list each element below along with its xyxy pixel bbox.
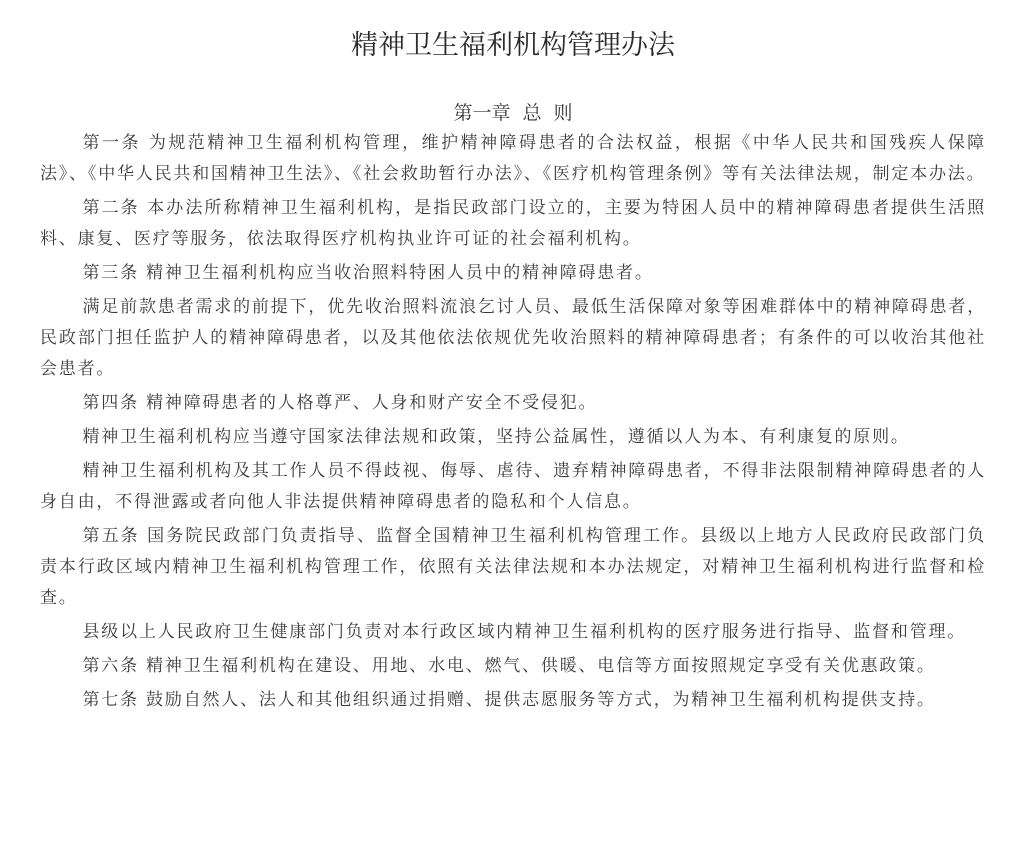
article-3-paragraph-2: 满足前款患者需求的前提下，优先收治照料流浪乞讨人员、最低生活保障对象等困难群体中的精神障碍患者，民政部门担任监护人的精神障碍患者，以及其他依法依规优先收治照料的精神障碍患者；有条件的可以收治其他社会患者。 — [40, 297, 986, 379]
article-3: 第三条 精神卫生福利机构应当收治照料特困人员中的精神障碍患者。 — [82, 263, 654, 283]
document-title: 精神卫生福利机构管理办法 — [351, 30, 675, 61]
article-5-paragraph-2: 县级以上人民政府卫生健康部门负责对本行政区域内精神卫生福利机构的医疗服务进行指导、监督和管理。 — [82, 622, 967, 642]
article-6: 第六条 精神卫生福利机构在建设、用地、水电、燃气、供暖、电信等方面按照规定享受有关优惠政策。 — [82, 656, 936, 676]
article-5: 第五条 国务院民政部门负责指导、监督全国精神卫生福利机构管理工作。县级以上地方人民政府民政部门负责本行政区域内精神卫生福利机构管理工作，依照有关法律法规和本办法规定，对精神卫生福利机构进行监督和检查。 — [40, 526, 986, 608]
article-4-paragraph-3: 精神卫生福利机构及其工作人员不得歧视、侮辱、虐待、遗弃精神障碍患者，不得非法限制精神障碍患者的人身自由，不得泄露或者向他人非法提供精神障碍患者的隐私和个人信息。 — [40, 461, 986, 512]
article-1: 第一条 为规范精神卫生福利机构管理，维护精神障碍患者的合法权益，根据《中华人民共和国残疾人保障法》、《中华人民共和国精神卫生法》、《社会救助暂行办法》、《医疗机构管理条例》等有关法律法规，制定本办法。 — [40, 133, 986, 184]
article-4: 第四条 精神障碍患者的人格尊严、人身和财产安全不受侵犯。 — [82, 393, 598, 413]
article-2: 第二条 本办法所称精神卫生福利机构，是指民政部门设立的，主要为特困人员中的精神障碍患者提供生活照料、康复、医疗等服务，依法取得医疗机构执业许可证的社会福利机构。 — [40, 198, 986, 249]
article-4-paragraph-2: 精神卫生福利机构应当遵守国家法律法规和政策，坚持公益属性，遵循以人为本、有利康复的原则。 — [82, 427, 910, 447]
article-7: 第七条 鼓励自然人、法人和其他组织通过捐赠、提供志愿服务等方式，为精神卫生福利机构提供支持。 — [82, 690, 936, 710]
chapter-title: 第一章 总 则 — [453, 102, 573, 124]
document-body — [40, 0, 986, 716]
